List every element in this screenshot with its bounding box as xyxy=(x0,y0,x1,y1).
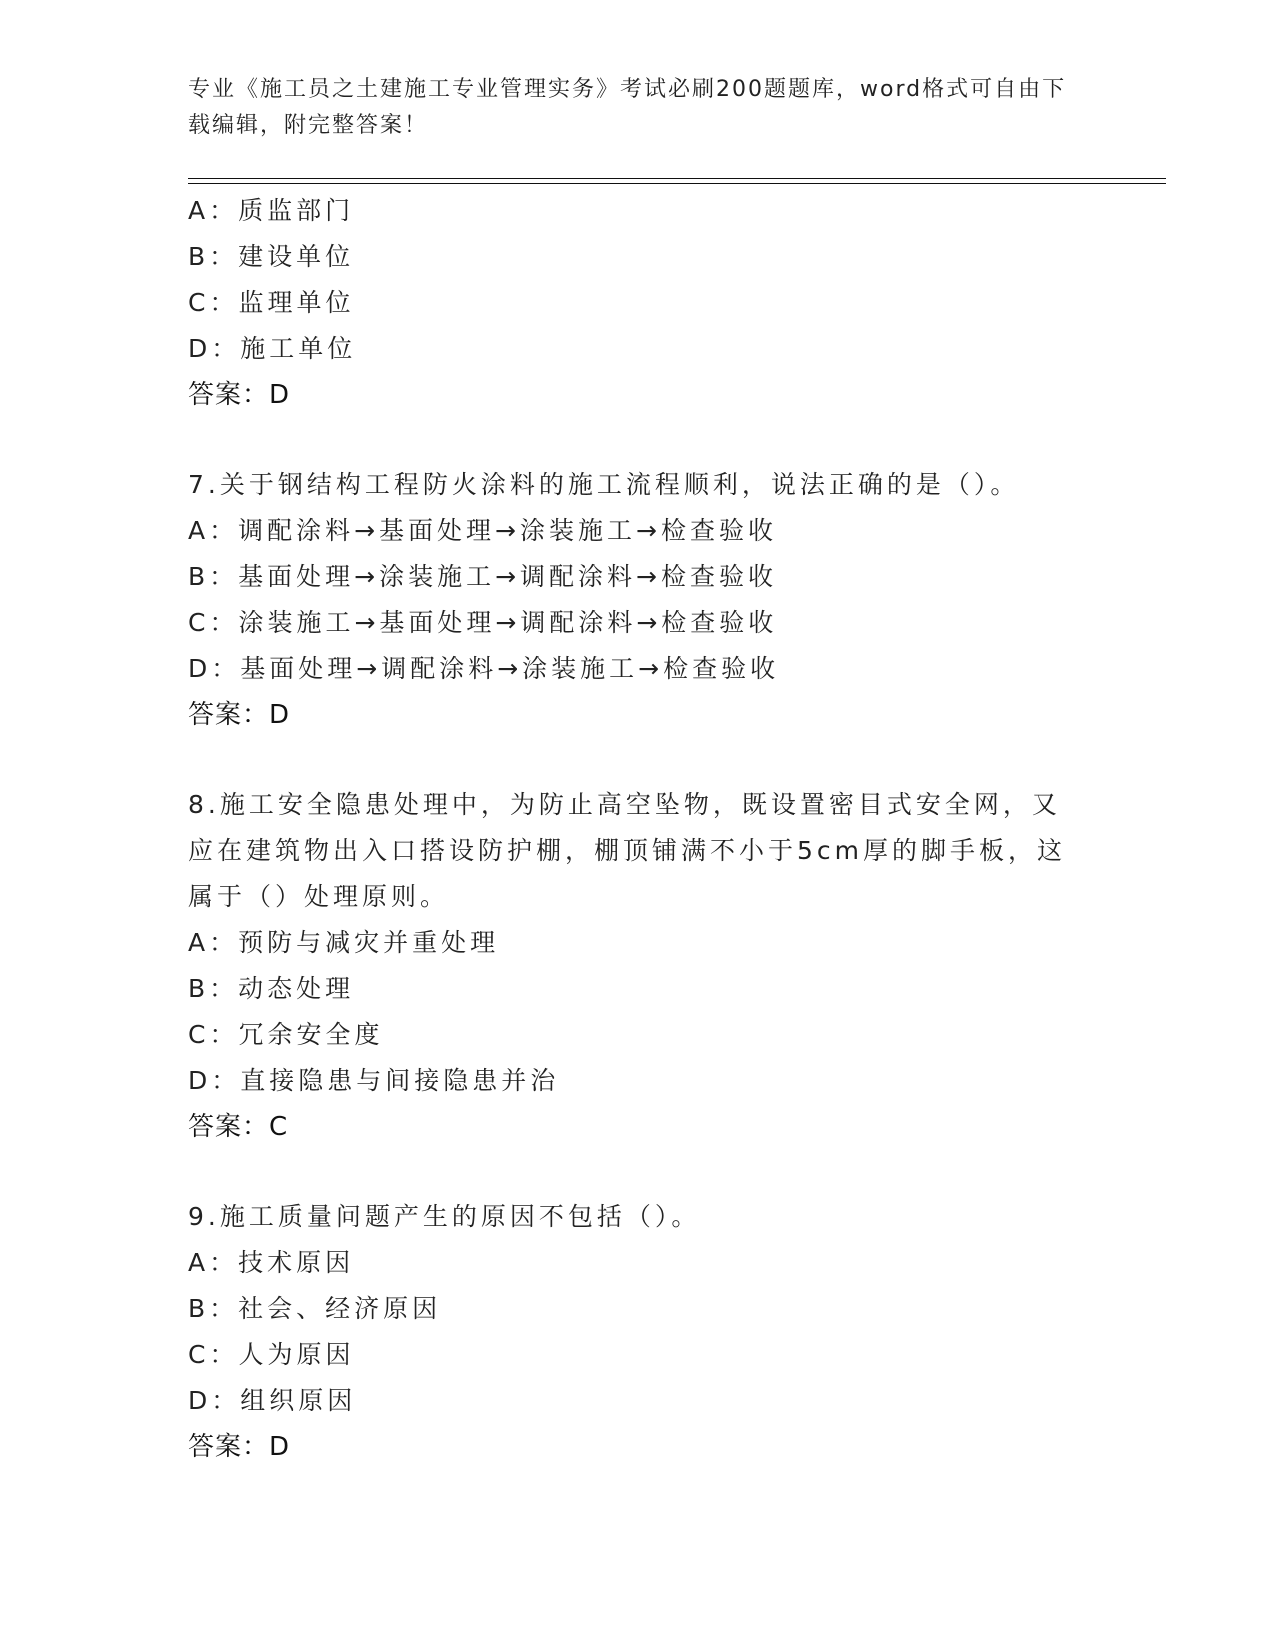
option-c: C：冗余安全度 xyxy=(188,1020,384,1049)
option-a: A：预防与减灾并重处理 xyxy=(188,928,500,957)
header-rule-bottom xyxy=(188,183,1166,184)
spacer xyxy=(188,1150,1088,1194)
option-a: A：调配涂料→基面处理→涂装施工→检查验收 xyxy=(188,516,777,545)
answer: 答案：D xyxy=(188,380,291,410)
option-c: C：涂装施工→基面处理→调配涂料→检查验收 xyxy=(188,608,778,637)
question-text: 9.施工质量问题产生的原因不包括（）。 xyxy=(188,1202,701,1231)
spacer xyxy=(188,418,1088,462)
answer: 答案：D xyxy=(188,700,291,730)
question-text: 8.施工安全隐患处理中，为防止高空坠物，既设置密目式安全网，又应在建筑物出入口搭设防护棚，棚顶铺满不小于5cm厚的脚手板，这属于（）处理原则。 xyxy=(188,790,1067,911)
question-text: 7.关于钢结构工程防火涂料的施工流程顺利，说法正确的是（）。 xyxy=(188,470,1020,499)
header-rule-top xyxy=(188,178,1166,179)
option-c: C：监理单位 xyxy=(188,288,355,317)
option-b: B：基面处理→涂装施工→调配涂料→检查验收 xyxy=(188,562,777,591)
option-b: B：动态处理 xyxy=(188,974,355,1003)
answer: 答案：C xyxy=(188,1112,289,1142)
question-7 xyxy=(188,462,1088,738)
document-header: 专业《施工员之土建施工专业管理实务》考试必刷200题题库，word格式可自由下载编辑，附完整答案！ xyxy=(188,77,1067,138)
question-list xyxy=(188,188,1088,1470)
question-6 xyxy=(188,188,1088,418)
option-a: A：技术原因 xyxy=(188,1248,355,1277)
question-8 xyxy=(188,782,1088,1150)
spacer xyxy=(188,738,1088,782)
option-a: A：质监部门 xyxy=(188,196,355,225)
option-b: B：建设单位 xyxy=(188,242,355,271)
option-d: D：组织原因 xyxy=(188,1386,357,1415)
option-d: D：基面处理→调配涂料→涂装施工→检查验收 xyxy=(188,654,780,683)
question-9 xyxy=(188,1194,1088,1470)
option-b: B：社会、经济原因 xyxy=(188,1294,442,1323)
option-c: C：人为原因 xyxy=(188,1340,355,1369)
answer: 答案：D xyxy=(188,1432,291,1462)
option-d: D：直接隐患与间接隐患并治 xyxy=(188,1066,560,1095)
option-d: D：施工单位 xyxy=(188,334,357,363)
